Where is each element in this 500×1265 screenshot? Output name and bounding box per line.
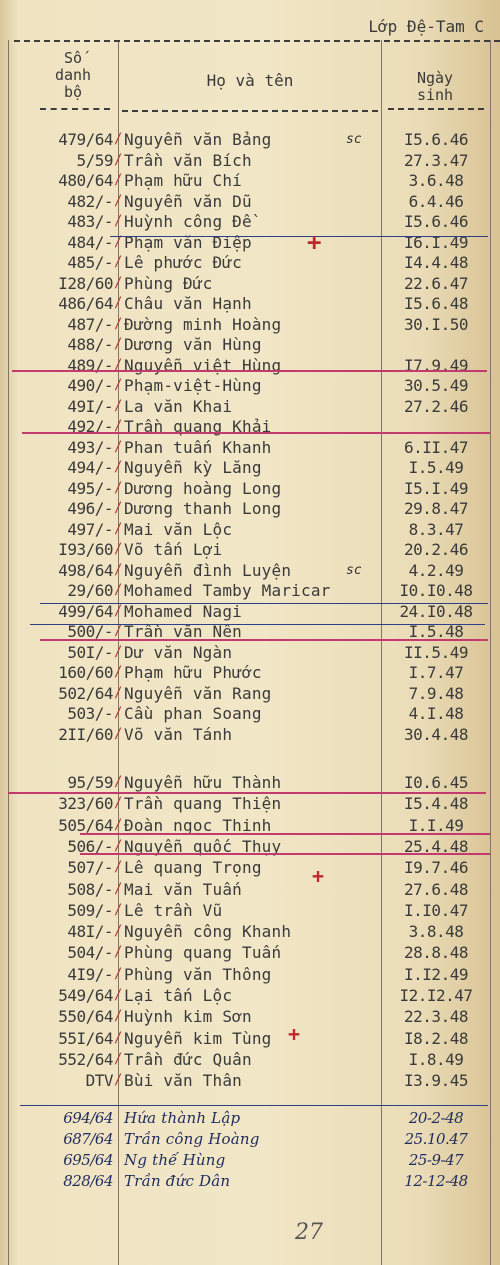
student-name: Nguyễn việt Hùng (124, 355, 282, 375)
student-name: Ng thế Hùng (124, 1151, 226, 1169)
student-name: Nguyễn văn Bảng (124, 130, 272, 149)
student-name: Võ tấn Lợi (124, 540, 223, 559)
student-name: Mohamed Nagi (124, 601, 242, 621)
student-name: Trần quang Khải (124, 417, 272, 436)
check-mark: / (114, 705, 123, 721)
student-id: 694/64 (63, 1109, 113, 1127)
strike-line (22, 432, 490, 434)
student-name: Lại tấn Lộc (124, 986, 233, 1005)
table-row (0, 663, 500, 683)
student-name: Phan tuấn Khanh (124, 437, 272, 457)
check-mark: / (114, 923, 123, 940)
student-id: 503/- (67, 704, 113, 723)
red-cross-mark: + (312, 864, 325, 888)
header-dob: Ngày sinh (416, 69, 454, 104)
student-id: 483/- (67, 212, 113, 231)
student-id: 484/- (67, 232, 113, 252)
table-row (0, 643, 500, 663)
check-mark: / (114, 192, 123, 209)
student-name: Lê phước Đức (124, 253, 242, 272)
student-name: Trần đức Quân (124, 1049, 252, 1069)
birth-date: I4.4.48 (404, 253, 468, 272)
check-mark: / (114, 356, 123, 373)
student-name: Nguyễn quốc Thụy (124, 836, 282, 856)
student-name: Trần công Hoàng (124, 1130, 260, 1148)
birth-date: I9.7.46 (404, 858, 468, 878)
birth-date: I.I2.49 (404, 964, 468, 984)
birth-date: 12-12-48 (404, 1172, 468, 1190)
check-mark: / (114, 725, 123, 742)
header-id: Số danh bộ (54, 49, 92, 101)
student-id: 498/64 (58, 560, 113, 580)
birth-date: 3.6.48 (408, 171, 464, 190)
student-id: 499/64 (58, 601, 113, 621)
student-id: 502/64 (58, 683, 113, 703)
student-id: 488/- (67, 335, 113, 354)
check-mark: / (114, 965, 123, 982)
check-mark: / (114, 131, 123, 147)
table-row (0, 499, 500, 519)
student-id: 482/- (67, 191, 113, 211)
strike-line (12, 370, 487, 372)
student-id: 55I/64 (58, 1028, 113, 1048)
check-mark: / (114, 459, 123, 475)
birth-date: I6.I.49 (404, 232, 468, 252)
student-name: Trần đức Dân (124, 1172, 231, 1190)
check-mark: / (114, 859, 123, 876)
check-mark: / (114, 520, 123, 537)
check-mark: / (114, 561, 123, 578)
check-mark: / (114, 602, 123, 619)
birth-date: 6.II.47 (404, 437, 468, 457)
student-id: 2II/60 (58, 724, 113, 744)
student-name: Huỳnh kim Sơn (124, 1007, 252, 1027)
table-row (0, 922, 500, 942)
header-bottom-rule (388, 108, 484, 110)
birth-date: 25.10.47 (404, 1130, 468, 1148)
header-bottom-rule (122, 110, 378, 112)
check-mark: / (114, 172, 123, 188)
check-mark: / (114, 295, 123, 311)
student-name: Mai văn Lộc (124, 519, 233, 539)
check-mark: / (114, 944, 123, 961)
birth-date: 4.I.48 (408, 704, 464, 723)
table-row (0, 773, 500, 793)
table-row (0, 315, 500, 335)
birth-date: 24.I0.48 (399, 601, 473, 621)
student-id: 492/- (67, 417, 113, 436)
student-name: Đường minh Hoàng (124, 314, 282, 334)
header-top-rule (14, 40, 500, 42)
check-mark: / (114, 1050, 123, 1067)
table-row (0, 1129, 500, 1149)
table-row (0, 1108, 500, 1128)
table-row (0, 1071, 500, 1091)
student-id: 49I/- (67, 396, 113, 416)
birth-date: I.8.49 (408, 1049, 464, 1069)
student-name: Đoàn ngọc Thịnh (124, 815, 272, 835)
birth-date: 25.4.48 (404, 836, 468, 856)
birth-date: I.I0.47 (404, 900, 468, 920)
strike-line (30, 624, 485, 625)
student-id: 479/64 (58, 130, 113, 149)
table-row (0, 602, 500, 622)
student-id: DTV (85, 1071, 113, 1091)
birth-date: I0.6.45 (404, 773, 468, 792)
check-mark: / (114, 377, 123, 393)
check-mark: / (114, 1072, 123, 1089)
student-id: 50I/- (67, 642, 113, 662)
student-name: Mohamed Tamby Maricar (124, 581, 331, 600)
table-row (0, 151, 500, 171)
student-id: 4I9/- (67, 964, 113, 984)
table-row (0, 684, 500, 704)
check-mark: / (114, 684, 123, 701)
student-id: 506/- (67, 836, 113, 856)
birth-date: 28.8.48 (404, 943, 468, 963)
birth-date: II.5.49 (404, 642, 468, 662)
table-row (0, 1007, 500, 1027)
table-row (0, 986, 500, 1006)
birth-date: I.5.48 (408, 622, 464, 641)
check-mark: / (114, 795, 123, 812)
red-cross-mark: + (307, 228, 322, 256)
student-id: 552/64 (58, 1049, 113, 1069)
check-mark: / (114, 151, 123, 168)
student-id: 485/- (67, 253, 113, 272)
table-row (0, 479, 500, 499)
student-id: 507/- (67, 858, 113, 878)
check-mark: / (114, 438, 123, 455)
student-name: Lê trần Vũ (124, 900, 223, 920)
birth-date: I.5.49 (408, 458, 464, 477)
birth-date: I8.2.48 (404, 1028, 468, 1048)
table-row (0, 540, 500, 560)
birth-date: 30.5.49 (404, 376, 468, 395)
strike-line (8, 792, 486, 794)
student-id: I93/60 (58, 540, 113, 559)
table-row (0, 965, 500, 985)
student-id: 497/- (67, 519, 113, 539)
student-name: Nguyễn văn Rang (124, 683, 272, 703)
birth-date: 30.I.50 (404, 314, 468, 334)
table-row (0, 397, 500, 417)
student-name: Bùi văn Thân (124, 1071, 242, 1091)
birth-date: I5.6.46 (404, 212, 468, 231)
birth-date: 20.2.46 (404, 540, 468, 559)
student-id: 549/64 (58, 986, 113, 1005)
student-id: 493/- (67, 437, 113, 457)
check-mark: / (114, 987, 123, 1003)
check-mark: / (114, 254, 123, 270)
student-name: Mai văn Tuấn (124, 879, 242, 899)
student-name: Trần văn Nên (124, 622, 242, 641)
table-row (0, 1050, 500, 1070)
table-row (0, 1150, 500, 1170)
strike-line (80, 833, 490, 835)
birth-date: 22.3.48 (404, 1007, 468, 1027)
birth-date: I5.6.48 (404, 294, 468, 313)
student-name: Nguyễn hữu Thành (124, 773, 282, 792)
birth-date: I7.9.49 (404, 355, 468, 375)
birth-date: I5.I.49 (404, 478, 468, 498)
page-number: 27 (295, 1220, 323, 1245)
birth-date: I.7.47 (408, 663, 464, 682)
birth-date: I3.9.45 (404, 1071, 468, 1091)
table-row (0, 417, 500, 437)
student-id: 480/64 (58, 171, 113, 190)
check-mark: / (114, 213, 123, 229)
student-id: 500/- (67, 622, 113, 641)
student-name: Phùng văn Thông (124, 964, 272, 984)
birth-date: 29.8.47 (404, 499, 468, 518)
student-id: 490/- (67, 376, 113, 395)
student-id: 504/- (67, 943, 113, 963)
birth-date: I.I.49 (408, 815, 464, 835)
student-name: Phạm-việt-Hùng (124, 376, 262, 395)
red-cross-mark: + (288, 1022, 301, 1046)
student-id: 509/- (67, 900, 113, 920)
student-id: 505/64 (58, 815, 113, 835)
check-mark: / (114, 274, 123, 291)
strike-line (40, 603, 488, 604)
table-row (0, 1029, 500, 1049)
table-row (0, 274, 500, 294)
table-row (0, 253, 500, 273)
birth-date: 27.3.47 (404, 150, 468, 170)
student-name: Nguyễn kỳ Lăng (124, 458, 262, 477)
table-row (0, 943, 500, 963)
check-mark: / (114, 816, 123, 833)
check-mark: / (114, 1008, 123, 1025)
table-row (0, 335, 500, 355)
table-row (0, 192, 500, 212)
student-name: Dương văn Hùng (124, 335, 262, 354)
margin-note: sc (346, 562, 362, 578)
student-id: 496/- (67, 499, 113, 518)
check-mark: / (114, 1029, 123, 1046)
student-id: 487/- (67, 314, 113, 334)
check-mark: / (114, 582, 123, 598)
header-bottom-rule (40, 108, 110, 110)
student-id: 48I/- (67, 922, 113, 942)
birth-date: 27.2.46 (404, 396, 468, 416)
student-id: 489/- (67, 355, 113, 375)
student-id: 494/- (67, 458, 113, 477)
birth-date: 27.6.48 (404, 879, 468, 899)
birth-date: I5.6.46 (404, 130, 468, 149)
birth-date: I0.I0.48 (399, 581, 473, 600)
check-mark: / (114, 774, 123, 790)
student-id: 160/60 (58, 663, 113, 682)
strike-line (110, 236, 488, 237)
student-name: Nguyễn kim Tùng (124, 1028, 272, 1048)
birth-date: 8.3.47 (408, 519, 464, 539)
table-row (0, 901, 500, 921)
student-name: Trần văn Bích (124, 150, 252, 170)
student-name: Phạm văn Điệp (124, 232, 252, 252)
check-mark: / (114, 500, 123, 516)
birth-date: 22.6.47 (404, 273, 468, 293)
table-row (0, 520, 500, 540)
table-row (0, 581, 500, 601)
check-mark: / (114, 643, 123, 660)
student-name: Phùng quang Tuấn (124, 943, 282, 963)
check-mark: / (114, 541, 123, 557)
student-id: 508/- (67, 879, 113, 899)
table-row (0, 356, 500, 376)
strike-line (20, 1105, 488, 1106)
table-row (0, 130, 500, 150)
margin-note: sc (346, 132, 362, 147)
birth-date: I5.4.48 (404, 794, 468, 814)
student-name: Dương thanh Long (124, 499, 282, 518)
table-row (0, 725, 500, 745)
table-row (0, 561, 500, 581)
table-row (0, 438, 500, 458)
student-name: Phạm hữu Chí (124, 171, 242, 190)
birth-date: 6.4.46 (408, 191, 464, 211)
table-row (0, 704, 500, 724)
strike-line (40, 639, 488, 641)
check-mark: / (114, 418, 123, 434)
check-mark: / (114, 479, 123, 496)
student-id: 828/64 (63, 1172, 113, 1190)
check-mark: / (114, 233, 123, 250)
table-row (0, 880, 500, 900)
birth-date: 3.8.48 (408, 922, 464, 942)
table-row (0, 1171, 500, 1191)
check-mark: / (114, 623, 123, 639)
class-label: Lớp Đệ-Tam C (368, 17, 484, 36)
student-name: Phạm hữu Phước (124, 663, 262, 682)
student-id: 550/64 (58, 1007, 113, 1027)
birth-date: 30.4.48 (404, 724, 468, 744)
student-id: 687/64 (63, 1130, 113, 1148)
student-name: Võ văn Tánh (124, 724, 233, 744)
student-name: Huỳnh công Đề (124, 212, 252, 231)
check-mark: / (114, 397, 123, 414)
student-name: La văn Khai (124, 396, 233, 416)
student-name: Dương hoàng Long (124, 478, 282, 498)
birth-date: 4.2.49 (408, 560, 464, 580)
student-name: Nguyễn công Khanh (124, 922, 292, 942)
student-name: Trần quang Thiện (124, 794, 282, 814)
table-row (0, 858, 500, 878)
student-name: Châu văn Hạnh (124, 294, 252, 313)
student-id: 5/59 (76, 150, 113, 170)
check-mark: / (114, 664, 123, 680)
table-row (0, 294, 500, 314)
student-name: Dư văn Ngàn (124, 642, 233, 662)
table-row (0, 212, 500, 232)
student-name: Nguyễn văn Dũ (124, 191, 252, 211)
table-row (0, 171, 500, 191)
birth-date: 7.9.48 (408, 683, 464, 703)
table-row (0, 794, 500, 814)
student-id: 323/60 (58, 794, 113, 814)
table-row (0, 376, 500, 396)
check-mark: / (114, 315, 123, 332)
student-id: 495/- (67, 478, 113, 498)
birth-date: 20-2-48 (408, 1109, 464, 1127)
student-name: Hứa thành Lập (124, 1109, 241, 1127)
check-mark: / (114, 880, 123, 897)
student-name: Lê quang Trọng (124, 858, 262, 878)
birth-date: 25-9-47 (408, 1151, 464, 1169)
birth-date: I2.I2.47 (399, 986, 473, 1005)
header-name: Họ và tên (206, 71, 294, 90)
student-id: 695/64 (63, 1151, 113, 1169)
check-mark: / (114, 901, 123, 918)
student-name: Cầu phan Soang (124, 704, 262, 723)
table-row (0, 458, 500, 478)
student-id: 486/64 (58, 294, 113, 313)
check-mark: / (114, 837, 123, 854)
student-id: I28/60 (58, 273, 113, 293)
student-name: Nguyễn đình Luyện (124, 560, 292, 580)
student-name: Phùng Đức (124, 273, 213, 293)
student-id: 29/60 (67, 581, 113, 600)
check-mark: / (114, 336, 123, 352)
student-id: 95/59 (67, 773, 113, 792)
strike-line (80, 853, 490, 855)
